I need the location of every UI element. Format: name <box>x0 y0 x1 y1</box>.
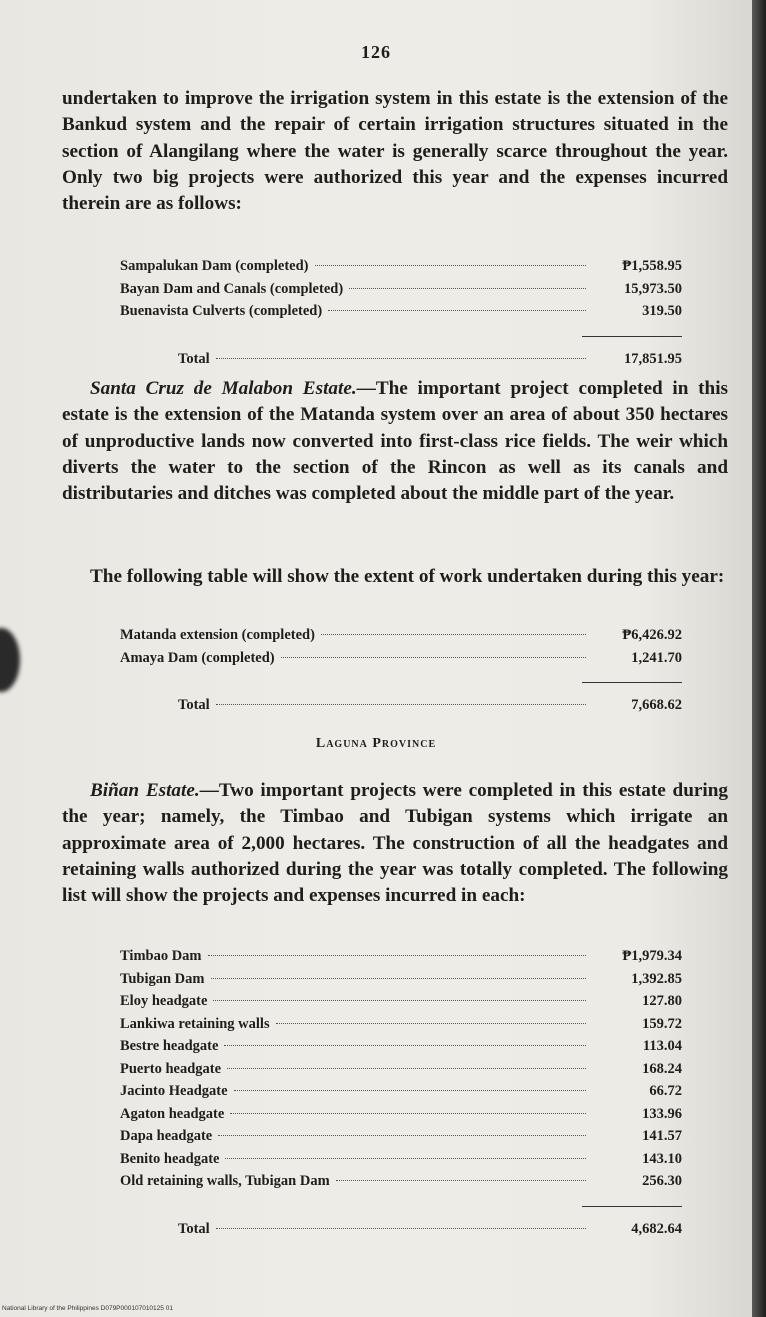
total-amount: 17,851.95 <box>624 350 682 367</box>
total-row <box>120 697 682 719</box>
row-amount: 127.80 <box>642 993 682 1009</box>
intro-paragraph: undertaken to improve the irrigation system in this estate is the extension of the Bankud system and the repair of certain irrigation structures situated in the section of Alangilang where the water is generally scarce throughout the year. Only two big projects were authorized this year and the expenses incurred therein are as follows: <box>62 88 728 215</box>
table-row <box>120 971 682 994</box>
total-row <box>120 351 682 373</box>
expense-table-2 <box>120 627 682 719</box>
table-row <box>120 948 682 971</box>
table-row <box>120 1061 682 1084</box>
row-item: Bayan Dam and Canals (completed) <box>120 280 344 297</box>
row-amount: 66.72 <box>649 1083 682 1099</box>
table-row <box>120 650 682 673</box>
row-item: Buenavista Culverts (completed) <box>120 303 323 319</box>
row-item: Matanda extension (completed) <box>120 627 315 643</box>
expense-table-1 <box>120 258 682 373</box>
row-amount: 143.10 <box>642 1150 682 1167</box>
section-heading: Laguna Province <box>315 736 437 751</box>
estate-title: Biñan Estate. <box>90 780 200 801</box>
table-row <box>120 1173 682 1196</box>
row-item: Dapa headgate <box>120 1128 213 1144</box>
table-row <box>120 1016 682 1039</box>
total-label: Total <box>178 697 210 713</box>
row-amount: 15,973.50 <box>624 280 682 297</box>
ink-blot <box>0 628 20 692</box>
book-gutter <box>752 0 766 1317</box>
row-amount: ₱1,558.95 <box>622 258 682 274</box>
row-amount: 1,241.70 <box>631 649 682 666</box>
total-label: Total <box>178 1220 210 1237</box>
row-amount: 319.50 <box>642 303 682 319</box>
row-item: Bestre headgate <box>120 1038 219 1054</box>
sum-rule <box>582 682 682 683</box>
row-item: Jacinto Headgate <box>120 1083 228 1099</box>
row-amount: 113.04 <box>642 1038 682 1054</box>
estate-text: —Two important projects were completed in this estate during the year; namely, the Timbao and Tubigan systems which irrigate an approximate area of 2,000 hectares. The construction of all the headgates and retaining walls authorized during the year was totally completed. The following list will show the projects and expenses incurred in each: <box>62 780 728 907</box>
total-amount: 4,682.64 <box>631 1220 682 1237</box>
table-row <box>120 627 682 650</box>
row-amount: ₱6,426.92 <box>622 627 682 643</box>
row-item: Lankiwa retaining walls <box>120 1015 270 1032</box>
row-amount: 133.96 <box>642 1105 682 1122</box>
estate-title: Santa Cruz de Malabon Estate. <box>90 378 357 399</box>
total-label: Total <box>178 350 210 367</box>
row-amount: ₱1,979.34 <box>622 948 682 964</box>
total-amount: 7,668.62 <box>631 697 682 713</box>
table-row <box>120 281 682 304</box>
table-row <box>120 1106 682 1129</box>
row-item: Tubigan Dam <box>120 970 205 987</box>
row-item: Sampalukan Dam (completed) <box>120 258 309 274</box>
row-item: Benito headgate <box>120 1150 220 1167</box>
row-item: Eloy headgate <box>120 993 208 1009</box>
row-item: Agaton headgate <box>120 1105 225 1122</box>
row-item: Timbao Dam <box>120 948 202 964</box>
row-item: Puerto headgate <box>120 1060 222 1077</box>
santa-cruz-paragraph <box>62 376 728 507</box>
row-item: Old retaining walls, Tubigan Dam <box>120 1173 330 1189</box>
table-row <box>120 1151 682 1174</box>
row-amount: 141.57 <box>642 1128 682 1144</box>
table-row <box>120 993 682 1016</box>
estate-text: —The important project completed in this estate is the extension of the Matanda system over an area of about 350 hectares of unproductive lands now converted into first-class rice fields. The weir which diverts the water to the section of the Rincon as well as its canals and distributaries and ditches was completed about the middle part of the year. <box>62 378 728 505</box>
row-amount: 1,392.85 <box>631 970 682 987</box>
table-row <box>120 1083 682 1106</box>
table-row <box>120 1038 682 1061</box>
table-row <box>120 258 682 281</box>
archive-footer: National Library of the Philippines D079P000107010125 01 <box>2 1305 173 1312</box>
following-paragraph <box>62 564 728 590</box>
row-amount: 159.72 <box>642 1015 682 1032</box>
table-row <box>120 1128 682 1151</box>
page-number: 126 <box>361 42 391 62</box>
table-row <box>120 303 682 326</box>
sum-rule <box>582 336 682 337</box>
row-amount: 256.30 <box>642 1173 682 1189</box>
following-text: The following table will show the extent of work undertaken during this year: <box>90 566 725 587</box>
row-amount: 168.24 <box>642 1060 682 1077</box>
total-row <box>120 1221 682 1243</box>
sum-rule <box>582 1206 682 1207</box>
expense-table-3 <box>120 948 682 1243</box>
row-item: Amaya Dam (completed) <box>120 649 275 666</box>
binan-paragraph <box>62 778 728 909</box>
